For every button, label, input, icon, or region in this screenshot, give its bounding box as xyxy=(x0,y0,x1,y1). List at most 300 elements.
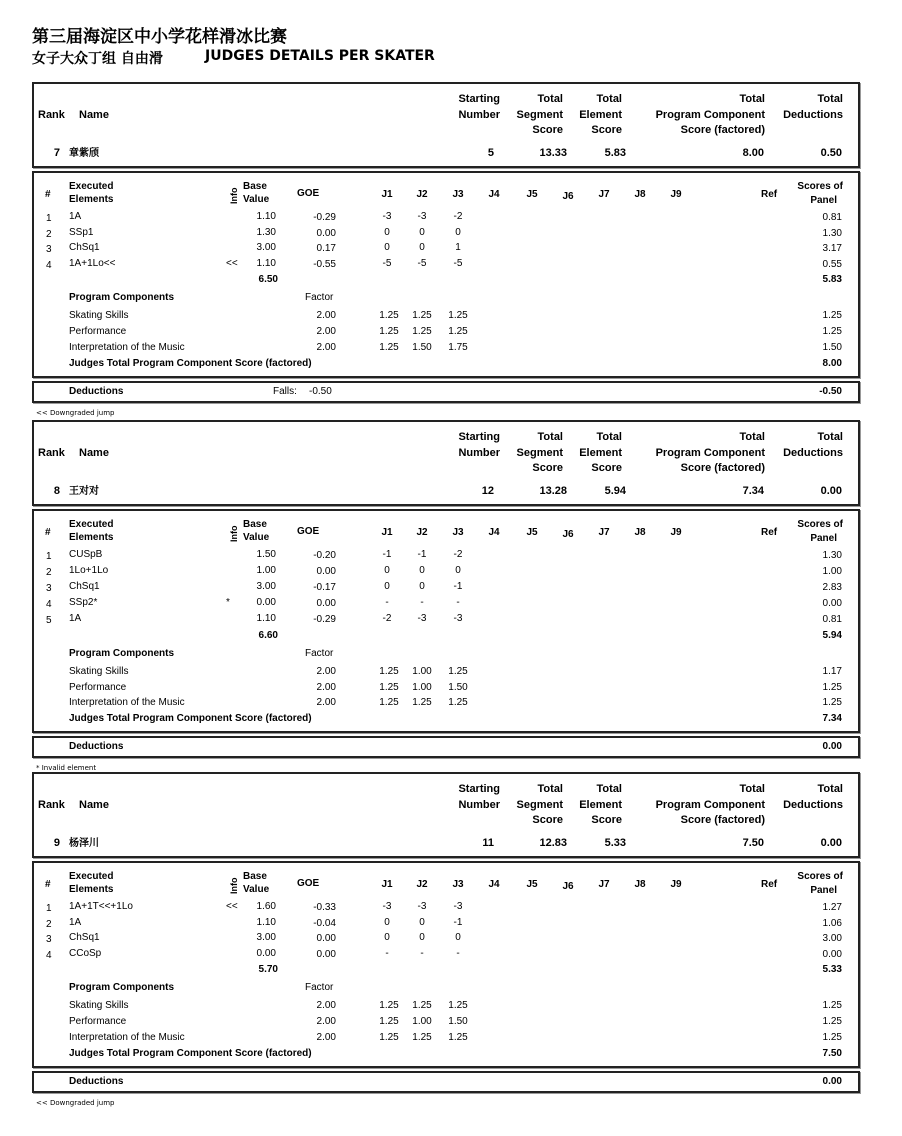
element-number: 2 xyxy=(46,567,52,578)
judge-header-3: J3 xyxy=(452,527,464,538)
judge-header-7: J7 xyxy=(598,879,610,890)
component-judge-score: 1.50 xyxy=(412,341,432,353)
element-judge-score: 0 xyxy=(419,916,425,928)
goe-header: GOE xyxy=(297,188,320,199)
element-number: 3 xyxy=(46,583,52,594)
total-segment-score-header-line: Segment xyxy=(516,446,563,459)
element-judge-score: -1 xyxy=(453,916,463,928)
judge-header-3: J3 xyxy=(452,879,464,890)
element-base-value: 0.00 xyxy=(256,947,276,959)
total-element-score-header-line: Element xyxy=(579,798,622,811)
component-judge-score: 1.00 xyxy=(412,1016,432,1028)
ref-header: Ref xyxy=(761,879,778,890)
element-info: << xyxy=(226,901,238,912)
element-judge-score: -3 xyxy=(417,901,427,912)
element-goe: -0.33 xyxy=(313,902,336,913)
component-name: Interpretation of the Music xyxy=(69,1031,185,1043)
total-pcs-header-line: Program Component xyxy=(655,446,765,459)
footnote: * Invalid element xyxy=(36,764,97,773)
component-name: Interpretation of the Music xyxy=(69,341,185,353)
element-name: ChSq1 xyxy=(69,932,100,944)
element-number: 1 xyxy=(46,213,52,224)
judge-header-5: J5 xyxy=(526,527,538,538)
judges-total-pcs-value: 8.00 xyxy=(822,357,842,369)
starting-number-header-line: Starting xyxy=(458,783,500,795)
component-judge-score: 1.25 xyxy=(379,666,399,677)
component-judge-score: 1.25 xyxy=(448,697,468,709)
element-number: 1 xyxy=(46,903,52,914)
element-base-value: 3.00 xyxy=(256,581,276,592)
total-segment-score-header-line: Segment xyxy=(516,108,563,121)
element-judge-score: -1 xyxy=(382,549,392,560)
element-goe: -0.20 xyxy=(313,550,336,561)
total-deductions-header-line: Total xyxy=(817,93,843,105)
component-panel-score: 1.25 xyxy=(822,697,842,709)
component-factor: 2.00 xyxy=(316,1000,336,1012)
starting-number-value: 12 xyxy=(481,485,494,497)
skater-name: 杨泽川 xyxy=(69,838,99,849)
judge-header-6: J6 xyxy=(562,529,574,540)
total-element-score-header-line: Score xyxy=(591,462,622,474)
factor-header: Factor xyxy=(305,982,334,994)
component-panel-score: 1.50 xyxy=(822,341,842,353)
total-segment-score-value: 12.83 xyxy=(539,837,567,849)
element-base-value: 3.00 xyxy=(256,932,276,944)
skater-name: 章紫颀 xyxy=(69,148,99,159)
base-value-header: Base xyxy=(243,871,267,882)
judge-header-7: J7 xyxy=(598,189,610,200)
total-pcs-header-line: Program Component xyxy=(655,108,765,121)
program-components-header: Program Components xyxy=(69,648,175,659)
element-judge-score: - xyxy=(420,947,424,959)
judge-header-4: J4 xyxy=(488,527,500,538)
total-element-score-header-line: Element xyxy=(579,108,622,121)
starting-number-header-line: Starting xyxy=(458,431,500,443)
element-base-value: 1.30 xyxy=(256,226,276,238)
factor-header: Factor xyxy=(305,292,334,304)
total-pcs-header-line: Score (factored) xyxy=(680,124,765,136)
component-judge-score: 1.25 xyxy=(412,1031,432,1043)
base-value-header: Value xyxy=(243,194,270,205)
total-element-score-value: 5.33 xyxy=(604,837,626,849)
element-goe: -0.29 xyxy=(313,212,336,223)
element-judge-score: -3 xyxy=(417,211,427,222)
total-deductions-value: 0.50 xyxy=(820,147,842,159)
component-judge-score: 1.25 xyxy=(379,1031,399,1043)
scores-of-panel-header: Panel xyxy=(810,885,837,896)
ref-header: Ref xyxy=(761,189,778,200)
component-judge-score: 1.25 xyxy=(448,666,468,677)
total-deductions-value: 0.00 xyxy=(820,485,842,497)
element-base-value: 3.00 xyxy=(256,242,276,254)
total-segment-score-value: 13.33 xyxy=(539,147,567,159)
component-judge-score: 1.00 xyxy=(412,666,432,677)
component-judge-score: 1.25 xyxy=(379,681,399,693)
element-goe: 0.00 xyxy=(316,948,336,960)
element-number: 4 xyxy=(46,949,52,961)
total-pcs-header-line: Score (factored) xyxy=(680,462,765,474)
total-pcs-header-line: Program Component xyxy=(655,798,765,811)
judge-header-8: J8 xyxy=(634,527,646,538)
component-judge-score: 1.50 xyxy=(448,681,468,693)
element-judge-score: -3 xyxy=(417,613,427,624)
total-segment-score-header-line: Total xyxy=(537,783,563,795)
component-panel-score: 1.25 xyxy=(822,310,842,322)
element-judge-score: 0 xyxy=(384,581,390,592)
info-header: Info xyxy=(229,187,239,204)
rank-value: 8 xyxy=(53,485,60,497)
judge-header-2: J2 xyxy=(416,189,428,200)
judges-total-pcs-label: Judges Total Program Component Score (factored) xyxy=(69,357,312,369)
judges-total-pcs-label: Judges Total Program Component Score (factored) xyxy=(69,1047,312,1059)
component-name: Performance xyxy=(69,1016,127,1028)
base-value-header: Base xyxy=(243,181,267,192)
component-judge-score: 1.25 xyxy=(379,326,399,338)
total-element-score-header-line: Element xyxy=(579,446,622,459)
base-value-header: Base xyxy=(243,519,267,530)
element-judge-score: -3 xyxy=(453,901,463,912)
element-name: ChSq1 xyxy=(69,581,100,592)
component-name: Skating Skills xyxy=(69,666,129,677)
judge-header-6: J6 xyxy=(562,191,574,202)
rank-label: Rank xyxy=(38,447,65,459)
deductions-box xyxy=(32,381,860,403)
total-deductions-header-line: Deductions xyxy=(783,446,843,459)
element-number: 1 xyxy=(46,551,52,562)
executed-elements-header: Elements xyxy=(69,532,114,543)
element-base-value: 1.10 xyxy=(256,211,276,222)
total-pcs-header-line: Total xyxy=(739,93,765,105)
deduction-detail-label: Falls: xyxy=(273,385,297,397)
element-goe: -0.17 xyxy=(313,582,336,593)
element-number: 3 xyxy=(46,244,52,256)
element-panel-score: 1.30 xyxy=(822,550,842,561)
element-judge-score: - xyxy=(385,597,389,608)
info-header: Info xyxy=(229,525,239,542)
element-name: SSp2* xyxy=(69,597,98,608)
total-segment-score-header-line: Score xyxy=(532,124,563,136)
element-panel-score: 0.00 xyxy=(822,598,842,609)
total-element-score-header-line: Total xyxy=(596,783,622,795)
element-judge-score: -5 xyxy=(382,257,392,269)
judge-header-4: J4 xyxy=(488,879,500,890)
component-factor: 2.00 xyxy=(316,310,336,322)
component-judge-score: 1.25 xyxy=(448,1031,468,1043)
element-goe: 0.00 xyxy=(316,227,336,239)
element-judge-score: -5 xyxy=(417,257,427,269)
element-name: 1A xyxy=(69,916,82,928)
executed-elements-header: Executed xyxy=(69,871,114,882)
num-header: # xyxy=(45,879,51,890)
element-judge-score: - xyxy=(385,947,389,959)
element-panel-score: 2.83 xyxy=(822,582,842,593)
element-panel-score: 1.27 xyxy=(822,902,842,913)
element-judge-score: -3 xyxy=(453,613,463,624)
total-element-score-value: 5.94 xyxy=(604,485,626,497)
total-segment-score-header-line: Total xyxy=(537,93,563,105)
starting-number-header-line: Starting xyxy=(458,93,500,105)
executed-elements-header: Elements xyxy=(69,194,114,205)
component-name: Interpretation of the Music xyxy=(69,697,185,709)
element-judge-score: 0 xyxy=(384,226,390,238)
element-judge-score: 1 xyxy=(455,242,461,254)
footnote: << Downgraded jump xyxy=(36,1098,115,1107)
component-panel-score: 1.25 xyxy=(822,1000,842,1012)
executed-elements-header: Executed xyxy=(69,519,114,530)
component-factor: 2.00 xyxy=(316,326,336,338)
goe-header: GOE xyxy=(297,526,320,537)
rank-value: 9 xyxy=(53,837,60,849)
total-pcs-value: 7.34 xyxy=(742,485,764,497)
element-score-total: 5.83 xyxy=(822,274,842,286)
total-deductions-header-line: Total xyxy=(817,431,843,443)
element-judge-score: 0 xyxy=(384,565,390,576)
component-name: Skating Skills xyxy=(69,1000,129,1012)
num-header: # xyxy=(45,527,51,538)
goe-header: GOE xyxy=(297,878,320,889)
component-judge-score: 1.75 xyxy=(448,341,468,353)
element-goe: 0.00 xyxy=(316,566,336,577)
element-judge-score: -1 xyxy=(453,581,463,592)
component-panel-score: 1.17 xyxy=(822,666,842,677)
report-title: JUDGES DETAILS PER SKATER xyxy=(205,48,435,64)
judge-header-1: J1 xyxy=(381,189,393,200)
element-number: 4 xyxy=(46,599,52,610)
element-goe: -0.55 xyxy=(313,258,336,270)
component-judge-score: 1.25 xyxy=(412,697,432,709)
total-element-score-header-line: Total xyxy=(596,431,622,443)
element-panel-score: 1.00 xyxy=(822,566,842,577)
judge-header-9: J9 xyxy=(670,879,682,890)
element-judge-score: 0 xyxy=(419,242,425,254)
total-element-score-header-line: Score xyxy=(591,124,622,136)
base-value-total: 5.70 xyxy=(258,964,278,976)
element-score-total: 5.33 xyxy=(822,964,842,976)
scores-of-panel-header: Panel xyxy=(810,195,837,206)
program-components-header: Program Components xyxy=(69,292,175,304)
info-header: Info xyxy=(229,877,239,894)
element-panel-score: 0.81 xyxy=(822,614,842,625)
element-base-value: 1.10 xyxy=(256,613,276,624)
element-name: CCoSp xyxy=(69,947,102,959)
deductions-label: Deductions xyxy=(69,1075,124,1087)
component-factor: 2.00 xyxy=(316,341,336,353)
element-panel-score: 0.00 xyxy=(822,948,842,960)
starting-number-value: 11 xyxy=(482,837,494,849)
element-judge-score: - xyxy=(456,947,460,959)
element-judge-score: 0 xyxy=(455,932,461,944)
component-judge-score: 1.25 xyxy=(412,326,432,338)
element-name: ChSq1 xyxy=(69,242,100,254)
element-info: << xyxy=(226,257,238,269)
element-goe: 0.00 xyxy=(316,598,336,609)
executed-elements-header: Executed xyxy=(69,181,114,192)
judge-header-1: J1 xyxy=(381,527,393,538)
judge-header-9: J9 xyxy=(670,189,682,200)
element-judge-score: -5 xyxy=(453,257,463,269)
component-judge-score: 1.25 xyxy=(448,326,468,338)
element-judge-score: 0 xyxy=(384,242,390,254)
executed-elements-header: Elements xyxy=(69,884,114,895)
element-judge-score: -3 xyxy=(382,211,392,222)
category-title: 女子大众丁组 自由滑 xyxy=(32,51,163,67)
judge-header-8: J8 xyxy=(634,189,646,200)
judges-total-pcs-label: Judges Total Program Component Score (factored) xyxy=(69,713,312,725)
judges-total-pcs-value: 7.34 xyxy=(822,713,842,725)
deductions-total: 0.00 xyxy=(822,741,842,753)
judge-header-1: J1 xyxy=(381,879,393,890)
total-deductions-value: 0.00 xyxy=(820,837,842,849)
total-deductions-header-line: Deductions xyxy=(783,798,843,811)
element-name: 1A+1Lo<< xyxy=(69,257,116,269)
judge-header-5: J5 xyxy=(526,189,538,200)
element-name: SSp1 xyxy=(69,226,94,238)
deduction-detail-value: -0.50 xyxy=(309,385,332,397)
total-segment-score-header-line: Score xyxy=(532,814,563,826)
component-name: Performance xyxy=(69,326,127,338)
element-panel-score: 3.17 xyxy=(822,243,842,255)
element-judge-score: -1 xyxy=(417,549,427,560)
judge-header-3: J3 xyxy=(452,189,464,200)
total-pcs-header-line: Score (factored) xyxy=(680,814,765,826)
component-name: Skating Skills xyxy=(69,310,129,322)
total-segment-score-header-line: Segment xyxy=(516,798,563,811)
component-judge-score: 1.25 xyxy=(412,310,432,322)
deductions-label: Deductions xyxy=(69,741,124,753)
element-base-value: 1.00 xyxy=(256,565,276,576)
component-factor: 2.00 xyxy=(316,697,336,709)
base-value-header: Value xyxy=(243,532,270,543)
element-name: 1A xyxy=(69,613,82,624)
component-panel-score: 1.25 xyxy=(822,681,842,693)
component-judge-score: 1.00 xyxy=(412,681,432,693)
total-segment-score-header-line: Score xyxy=(532,462,563,474)
scores-of-panel-header: Panel xyxy=(810,533,837,544)
component-judge-score: 1.25 xyxy=(379,341,399,353)
element-number: 4 xyxy=(46,259,52,271)
scores-of-panel-header: Scores of xyxy=(797,871,843,882)
scores-of-panel-header: Scores of xyxy=(797,181,843,192)
starting-number-header-line: Number xyxy=(458,108,500,121)
footnote: << Downgraded jump xyxy=(36,408,115,417)
deductions-box xyxy=(32,1071,860,1093)
element-base-value: 1.60 xyxy=(256,901,276,912)
element-panel-score: 1.30 xyxy=(822,227,842,239)
component-judge-score: 1.50 xyxy=(448,1016,468,1028)
element-base-value: 1.50 xyxy=(256,549,276,560)
total-element-score-header-line: Total xyxy=(596,93,622,105)
component-judge-score: 1.25 xyxy=(379,1000,399,1012)
event-title: 第三届海淀区中小学花样滑冰比赛 xyxy=(32,27,287,47)
component-name: Performance xyxy=(69,681,127,693)
element-panel-score: 0.81 xyxy=(822,212,842,223)
name-label: Name xyxy=(79,109,109,121)
component-judge-score: 1.25 xyxy=(448,1000,468,1012)
rank-value: 7 xyxy=(53,147,60,159)
element-judge-score: 0 xyxy=(419,565,425,576)
component-panel-score: 1.25 xyxy=(822,1031,842,1043)
element-judge-score: 0 xyxy=(419,226,425,238)
judge-header-5: J5 xyxy=(526,879,538,890)
element-number: 3 xyxy=(46,934,52,946)
scores-of-panel-header: Scores of xyxy=(797,519,843,530)
total-segment-score-header-line: Total xyxy=(537,431,563,443)
element-judge-score: 0 xyxy=(384,932,390,944)
total-deductions-header-line: Deductions xyxy=(783,108,843,121)
rank-label: Rank xyxy=(38,109,65,121)
element-judge-score: -3 xyxy=(382,901,392,912)
total-element-score-value: 5.83 xyxy=(604,147,626,159)
total-element-score-header-line: Score xyxy=(591,814,622,826)
element-number: 2 xyxy=(46,918,52,930)
deductions-total: -0.50 xyxy=(819,385,842,397)
element-judge-score: 0 xyxy=(455,565,461,576)
element-goe: 0.17 xyxy=(316,243,336,255)
judge-header-9: J9 xyxy=(670,527,682,538)
component-judge-score: 1.25 xyxy=(448,310,468,322)
starting-number-header-line: Number xyxy=(458,446,500,459)
deductions-total: 0.00 xyxy=(822,1075,842,1087)
element-judge-score: - xyxy=(456,597,460,608)
element-base-value: 1.10 xyxy=(256,916,276,928)
total-pcs-value: 8.00 xyxy=(742,147,764,159)
starting-number-header-line: Number xyxy=(458,798,500,811)
total-pcs-header-line: Total xyxy=(739,783,765,795)
element-panel-score: 0.55 xyxy=(822,258,842,270)
element-info: * xyxy=(226,597,230,608)
ref-header: Ref xyxy=(761,527,778,538)
element-panel-score: 3.00 xyxy=(822,933,842,945)
component-panel-score: 1.25 xyxy=(822,1016,842,1028)
element-judge-score: 0 xyxy=(455,226,461,238)
element-base-value: 1.10 xyxy=(256,257,276,269)
judge-header-4: J4 xyxy=(488,189,500,200)
element-goe: -0.04 xyxy=(313,917,336,929)
judges-total-pcs-value: 7.50 xyxy=(822,1047,842,1059)
element-name: CUSpB xyxy=(69,549,103,560)
base-value-total: 6.50 xyxy=(258,274,278,286)
judge-header-7: J7 xyxy=(598,527,610,538)
factor-header: Factor xyxy=(305,648,334,659)
component-factor: 2.00 xyxy=(316,666,336,677)
total-pcs-value: 7.50 xyxy=(742,837,764,849)
judge-header-2: J2 xyxy=(416,879,428,890)
element-judge-score: 0 xyxy=(419,932,425,944)
base-value-header: Value xyxy=(243,884,270,895)
element-name: 1Lo+1Lo xyxy=(69,565,109,576)
component-judge-score: 1.25 xyxy=(379,697,399,709)
element-number: 5 xyxy=(46,615,52,626)
element-name: 1A+1T<<+1Lo xyxy=(69,901,133,912)
name-label: Name xyxy=(79,799,109,811)
deductions-label: Deductions xyxy=(69,385,124,397)
component-judge-score: 1.25 xyxy=(379,1016,399,1028)
element-score-total: 5.94 xyxy=(822,630,842,641)
component-factor: 2.00 xyxy=(316,1031,336,1043)
total-pcs-header-line: Total xyxy=(739,431,765,443)
name-label: Name xyxy=(79,447,109,459)
judge-header-8: J8 xyxy=(634,879,646,890)
component-judge-score: 1.25 xyxy=(379,310,399,322)
element-number: 2 xyxy=(46,228,52,240)
element-goe: 0.00 xyxy=(316,933,336,945)
total-segment-score-value: 13.28 xyxy=(539,485,567,497)
component-panel-score: 1.25 xyxy=(822,326,842,338)
element-panel-score: 1.06 xyxy=(822,917,842,929)
element-judge-score: -2 xyxy=(453,549,463,560)
element-judge-score: - xyxy=(420,597,424,608)
element-judge-score: 0 xyxy=(419,581,425,592)
